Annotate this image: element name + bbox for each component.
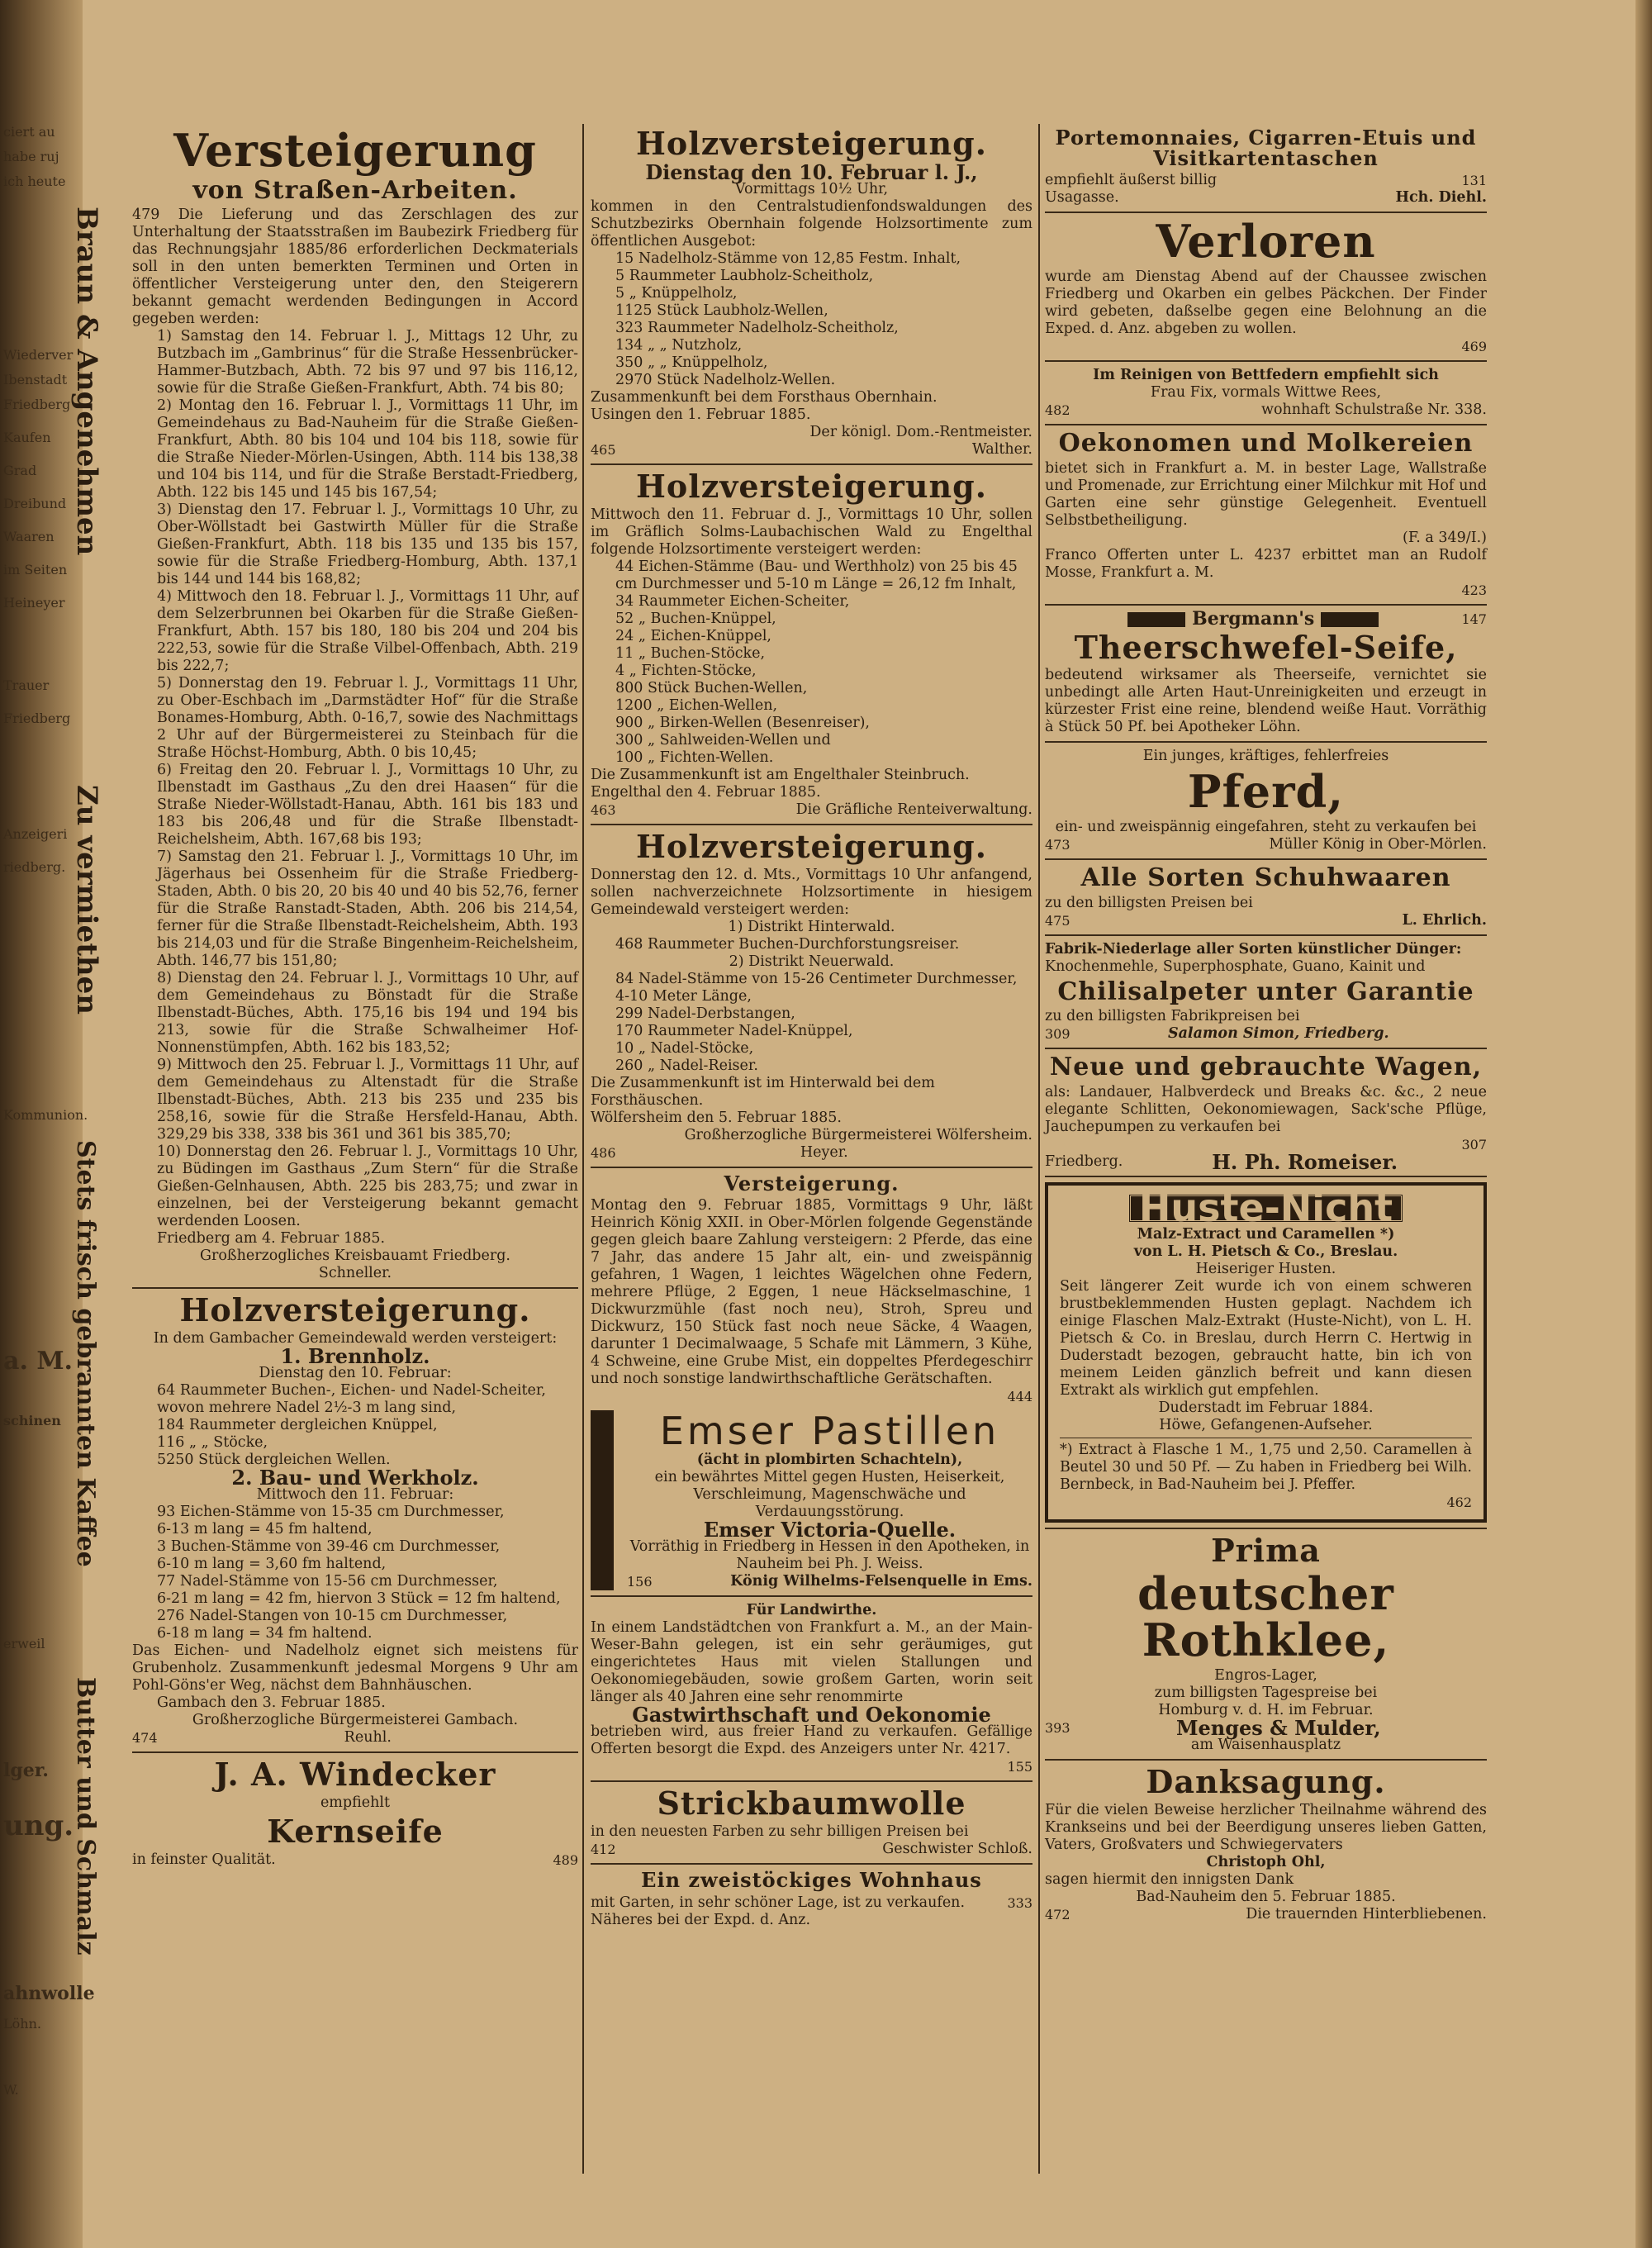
column-2: [591, 124, 1032, 2174]
list-item: 299 Nadel-Derbstangen,: [615, 1005, 795, 1022]
ad-number: 393: [1045, 1719, 1070, 1736]
divider: [1045, 934, 1487, 936]
ad-signer: Die trauernden Hinterbliebenen.: [1246, 1905, 1487, 1922]
ad-title: Versteigerung.: [724, 1171, 900, 1195]
divider: [132, 1751, 578, 1753]
list-item: 6-10 m lang = 3,60 fm haltend,: [157, 1556, 387, 1573]
ad-text: am Waisenhausplatz: [1190, 1736, 1341, 1753]
ad-subtitle: von Straßen-Arbeiten.: [192, 175, 518, 205]
list-item: 6-21 m lang = 42 fm, hiervon 3 Stück = 12 fm haltend,: [157, 1590, 561, 1608]
list-item: wovon mehrere Nadel 2½-3 m lang sind,: [157, 1400, 457, 1417]
list-item: 15 Nadelholz-Stämme von 12,85 Festm. Inhalt,: [615, 250, 961, 267]
ad-text: Montag den 9. Februar 1885, Vormittags 9 Uhr, läßt Heinrich König XXII. in Ober-Mörlen folgende Gegenstände gegen gleich baare Zahlung versteigern: 2 Pferde, das eine 7 Jahr, das andere 15 Jahr alt, ein- und zweispännig gefahren, 1 Wagen, 1 leichtes Wägelchen ohne Federn, mehrere Pflüge, 2 Eggen, 1 neue Häckselmaschine, 1 Dickwurzmühle (fast noch neu), Stroh, Spreu und Dickwurz, 150 Stück fast noch neue Säcke, 4 Waagen, darunter 1 Decimalwaage, 5 Schafe mit Lämmern, 3 Kühe, 4 Schweine, eine Grube Mist, ein doppeltes Pferdegeschirr und noch sonstige landwirthschaftliche Gerätschaften.: [591, 1196, 1032, 1387]
list-item: 323 Raummeter Nadelholz-Scheitholz,: [615, 319, 899, 336]
list-item: 170 Raummeter Nadel-Knüppel,: [615, 1022, 853, 1039]
strip-line: Waaren: [3, 529, 55, 544]
ad-date: Usingen den 1. Februar 1885.: [591, 406, 811, 423]
list-item: 100 „ Fichten-Wellen.: [615, 749, 774, 766]
section-heading: 1. Brennholz.: [280, 1344, 430, 1369]
ad-number: 462: [1446, 1494, 1472, 1510]
ad-text: zu den billigsten Fabrikpreisen bei: [1045, 1008, 1300, 1025]
ad-text: betrieben wird, aus freier Hand zu verkaufen. Gefällige Offerten besorgt die Expd. des Anzeigers unter Nr. 4217.: [591, 1723, 1032, 1758]
ad-signer: Heyer.: [800, 1143, 848, 1161]
page-edge: [1635, 0, 1652, 2248]
ad-text: bietet sich in Frankfurt a. M. in bester Lage, Wallstraße und Promenade, zur Errichtung einer Milchkur mit Hof und Garten eine sehr günstige Gelegenheit. Eventuell Selbstbetheiligung.: [1045, 459, 1487, 529]
list-item: 1200 „ Eichen-Wellen,: [615, 696, 778, 714]
ad-text: Homburg v. d. H. im Februar.: [1158, 1701, 1374, 1718]
list-item: 300 „ Sahlweiden-Wellen und: [615, 731, 831, 749]
ad-office: Die Gräfliche Renteiverwaltung.: [795, 801, 1032, 818]
strip-line: Wiederver: [3, 347, 74, 363]
ad-number: 486: [591, 1144, 616, 1161]
section-heading: 1) Distrikt Hinterwald.: [728, 918, 895, 935]
ad-text: in den neuesten Farben zu sehr billigen Preisen bei: [591, 1823, 969, 1841]
ad-text: Ein junges, kräftiges, fehlerfreies: [1142, 748, 1389, 765]
ad-text: empfiehlt äußerst billig: [1045, 172, 1218, 189]
ad-number: 307: [1461, 1136, 1487, 1153]
ad-number: 489: [553, 1851, 578, 1868]
list-item: 5) Donnerstag den 19. Februar l. J., Vormittags 11 Uhr, zu Ober-Eschbach im „Darmstädter Hof“ für die Straße Bonames-Homburg, Abth. 0-16,7, sowie des Nachmittags 2 Uhr auf der Bürgermeisterei zu Steinbach für die Straße Höchst-Homburg, Abth. 0 bis 10,45;: [157, 675, 578, 762]
strip-line: ahnwolle: [3, 1983, 95, 2004]
ad-number: 475: [1045, 912, 1070, 929]
strip-line: schinen: [3, 1413, 61, 1428]
ad-text: bedeutend wirksamer als Theerseife, vernichtet sie unbedingt alle Arten Haut-Unreinigkeiten und erzeugt in kürzester Frist eine reine, blendend weiße Haut. Vorräthig à Stück 50 Pf. bei Apotheker Löhn.: [1045, 667, 1487, 736]
strip-line: Heineyer: [3, 595, 65, 611]
ad-text: (F. a 349/I.): [1403, 529, 1487, 546]
ad-text: Die Zusammenkunft ist am Engelthaler Steinbruch.: [591, 766, 970, 783]
ad-number: 412: [591, 1842, 616, 1858]
ad-office: Großherzogliche Bürgermeisterei Gambach.: [192, 1712, 519, 1729]
divider: [1045, 858, 1487, 860]
list-item: 10 „ Nadel-Stöcke,: [615, 1039, 754, 1057]
list-item: 350 „ „ Knüppelholz,: [615, 354, 768, 371]
ad-text: in feinster Qualität.: [132, 1851, 276, 1868]
ad-title: Huste-Nicht: [1128, 1194, 1403, 1223]
ad-title: Pferd,: [1187, 765, 1345, 819]
brand-label: Bergmann's: [1192, 607, 1315, 630]
ad-title: Holzversteigerung.: [179, 1291, 531, 1329]
ad-subtitle: Engros-Lager,: [1214, 1666, 1317, 1684]
list-item: 260 „ Nadel-Reiser.: [615, 1057, 758, 1074]
ad-number: 482: [1045, 402, 1070, 419]
ad-text: Franco Offerten unter L. 4237 erbittet man an Rudolf Mosse, Frankfurt a. M.: [1045, 546, 1487, 581]
ad-office: Großherzogliches Kreisbauamt Friedberg.: [200, 1248, 510, 1265]
ad-title: deutscher Rothklee,: [1137, 1566, 1394, 1667]
ad-heading: Heiseriger Husten.: [1195, 1260, 1336, 1277]
divider: [1045, 211, 1487, 213]
list-item: 11 „ Buchen-Stöcke,: [615, 644, 766, 662]
ad-time: Vormittags 10½ Uhr,: [734, 180, 889, 197]
ad-date: Gambach den 3. Februar 1885.: [157, 1694, 386, 1712]
strip-line: ich heute: [3, 173, 66, 189]
ad-subtitle: Malz-Extract und Caramellen *): [1137, 1225, 1395, 1243]
column-rule: [582, 124, 584, 2174]
strip-line: Friedberg: [3, 397, 71, 412]
section-heading: 2) Distrikt Neuerwald.: [729, 953, 895, 970]
ad-subtitle: (ächt in plombirten Schachteln),: [696, 1452, 963, 1469]
ad-title: Holzversteigerung.: [636, 827, 987, 865]
divider: [132, 1287, 578, 1289]
strip-line: im Seiten: [3, 562, 68, 577]
ad-title: Chilisalpeter unter Garantie: [1057, 977, 1474, 1006]
ad-firm: König Wilhelms-Felsenquelle in Ems.: [730, 1573, 1032, 1590]
ad-text: mit Garten, in sehr schöner Lage, ist zu verkaufen. Näheres bei der Expd. d. Anz.: [591, 1894, 966, 1928]
ad-firm: Hch. Diehl.: [1395, 189, 1487, 207]
ad-text: Seit längerer Zeit wurde ich von einem schweren brustbeklemmenden Husten geplagt. Nachdem ich einige Flaschen Malz-Extrakt (Huste-Nicht), von L. H. Pietsch & Co. in Breslau, durch Herrn C. Hertwig in Duderstadt bezogen, gebraucht hatte, bin ich von meinem Leiden gänzlich befreit und kann diesen Extrakt als wirklich gut empfehlen.: [1060, 1277, 1472, 1399]
ad-number: 147: [1461, 611, 1487, 627]
ad-number: 156: [627, 1574, 653, 1590]
strip-line: Grad: [3, 463, 37, 478]
strip-line: erweil: [3, 1636, 45, 1652]
ad-number: 131: [1461, 173, 1487, 189]
list-item: 1) Samstag den 14. Februar l. J., Mittags 12 Uhr, zu Butzbach im „Gambrinus“ für die Straße Hessenbrücker-Hammer-Butzbach, Abth. 72 bis 97 und 97 bis 116,12, sowie für die Straße Gießen-Frankfurt, Abth. 74 bis 80;: [157, 328, 578, 397]
list-item: 468 Raummeter Buchen-Durchforstungsreiser.: [615, 935, 960, 953]
ad-date: Friedberg am 4. Februar 1885.: [157, 1230, 386, 1248]
emser-ad: [591, 1410, 1032, 1591]
ad-title: Prima: [1211, 1531, 1321, 1569]
list-item: 93 Eichen-Stämme von 15-35 cm Durchmesser,: [157, 1504, 505, 1521]
column-3: [1045, 124, 1487, 2174]
list-item: 5 Raummeter Laubholz-Scheitholz,: [615, 267, 874, 284]
divider: [1045, 741, 1487, 743]
ad-name: Christoph Ohl,: [1206, 1853, 1326, 1870]
ad-text: als: Landauer, Halbverdeck und Breaks &c. &c., 2 neue elegante Schlitten, Oekonomiewagen, Sack'sche Pflüge, Jauchepumpen zu verkaufen bei: [1045, 1083, 1487, 1135]
ad-title: Holzversteigerung.: [636, 467, 987, 505]
ad-heading: Gastwirthschaft und Oekonomie: [632, 1703, 991, 1728]
list-item: 6-13 m lang = 45 fm haltend,: [157, 1521, 373, 1538]
divider: [1045, 1048, 1487, 1049]
list-item: 8) Dienstag den 24. Februar l. J., Vormittags 10 Uhr, auf dem Gemeindehaus zu Bönstadt für die Straße Ilbenstadt-Büches, Abth. 175,16 bis 194 und 194 bis 213, sowie für die Straße Schwalheimer Hof-Nonnenstümpfen, Abth. 162 bis 183,52;: [157, 970, 578, 1057]
ad-text: Mittwoch den 11. Februar d. J., Vormittags 10 Uhr, sollen im Gräflich Solms-Laubachischen Wald zu Engelthal folgende Holzsortimente versteigert werden:: [591, 506, 1032, 558]
ad-text: Vorräthig in Friedberg in Hessen in den Apotheken, in Nauheim bei Ph. J. Weiss.: [629, 1538, 1030, 1573]
vertical-headline: Zu vermiethen: [70, 785, 103, 1015]
ad-title: Strickbaumwolle: [657, 1785, 966, 1823]
ad-text: kommen in den Centralstudienfondswaldungen des Schutzbezirks Obernhain folgende Holzsortimente zum öffentlichen Ausgebot:: [591, 197, 1032, 250]
list-item: 77 Nadel-Stämme von 15-56 cm Durchmesser,: [157, 1573, 498, 1590]
ad-title: Verloren: [1156, 215, 1376, 269]
ad-text: In dem Gambacher Gemeindewald werden versteigert:: [153, 1330, 558, 1347]
ad-text: In einem Landstädtchen von Frankfurt a. M., an der Main-Weser-Bahn gelegen, ist ein sehr geräumiges, gut eingerichtetes Haus mit vielen Stallungen und Oekonomiegebäuden, sowie großem Garten, worin seit länger als 40 Jahren eine sehr renommirte: [591, 1619, 1032, 1706]
list-item: 34 Raummeter Eichen-Scheiter,: [615, 592, 850, 610]
strip-line: Ibenstadt: [3, 372, 68, 387]
strip-line: Trauer: [3, 677, 50, 693]
divider: [1045, 424, 1487, 425]
divider: [1045, 1176, 1487, 1177]
ad-text: wurde am Dienstag Abend auf der Chaussee zwischen Friedberg und Okarben ein gelbes Päckchen. Der Finder wird gebeten, daßselbe gegen eine Belohnung an die Exped. d. Anz. abgeben zu wollen.: [1045, 269, 1487, 338]
ad-number: 423: [1461, 582, 1487, 598]
ad-number: 472: [1045, 1906, 1070, 1922]
ad-text: Zusammenkunft bei dem Forsthaus Obernhain.: [591, 388, 938, 406]
list-item: 800 Stück Buchen-Wellen,: [615, 679, 808, 696]
ad-heading: Emser Victoria-Quelle.: [703, 1518, 957, 1542]
ad-signer: Schneller.: [318, 1265, 392, 1282]
list-item: 3 Buchen-Stämme von 39-46 cm Durchmesser,: [157, 1538, 501, 1556]
ad-title: Für Landwirthe.: [746, 1602, 877, 1619]
huste-nicht-ad: [1045, 1182, 1487, 1523]
divider: [1045, 360, 1487, 362]
ad-date: Bad-Nauheim den 5. Februar 1885.: [1136, 1888, 1396, 1905]
list-item: 900 „ Birken-Wellen (Besenreiser),: [615, 714, 870, 731]
ad-text: 479 Die Lieferung und das Zerschlagen des zur Unterhaltung der Staatsstraßen im Baubezirk Friedberg für das Rechnungsjahr 1885/86 erforderlichen Deckmaterials soll in den unten bemerkten Terminen und Orten in öffentlicher Versteigerung unter den, den Steigerern bekannt gemacht werdenden Bedingungen in Accord gegeben werden:: [132, 207, 578, 328]
ad-text: ein- und zweispännig eingefahren, steht zu verkaufen bei: [1055, 819, 1477, 836]
ad-text: Das Eichen- und Nadelholz eignet sich meistens für Grubenholz. Zusammenkunft jedesmal Morgens 9 Uhr am Pohl-Göns'er Weg, nächst dem Bahnhäuschen.: [132, 1642, 578, 1694]
column-rule: [1038, 124, 1040, 2174]
ad-text: Die Zusammenkunft ist im Hinterwald bei dem Forsthäuschen.: [591, 1074, 935, 1109]
ad-signer: Höwe, Gefangenen-Aufseher.: [1159, 1416, 1373, 1433]
list-item: 7) Samstag den 21. Februar l. J., Vormittags 10 Uhr, im Jägerhaus bei Ossenheim für die Straße Friedberg-Staden, Abth. 0 bis 20, 20 bis 40 und 40 bis 52,76, ferner für die Straße Ranstadt-Staden, Abth. 206 bis 214,54, ferner für die Straße Ilbenstadt-Reichelsheim, Abth. 193 bis 214,03 und für die Straße Bingenheim-Reichelsheim, Abth. 146,77 bis 151,80;: [157, 848, 579, 970]
ad-title: Kernseife: [267, 1812, 444, 1850]
ad-title: Theerschwefel-Seife,: [1074, 628, 1458, 666]
list-item: 184 Raummeter dergleichen Knüppel,: [157, 1417, 438, 1434]
strip-line: Dreibund: [3, 496, 67, 511]
list-item: 4 „ Fichten-Stöcke,: [615, 662, 757, 679]
left-vertical-headlines: [50, 190, 103, 2008]
strip-line: Kaufen: [3, 430, 51, 445]
vertical-headline: Butter und Schmalz: [71, 1677, 100, 1956]
column-1: [132, 124, 578, 2174]
list-item: 134 „ „ Nutzholz,: [615, 336, 743, 354]
ad-text: Für die vielen Beweise herzlicher Theilnahme während des Krankseins und bei der Beerdigung unseres lieben Gatten, Vaters, Großvaters und Schwiegervaters: [1045, 1801, 1487, 1853]
ad-title: Versteigerung: [173, 124, 537, 177]
ad-number: 155: [1007, 1759, 1032, 1775]
divider: [1045, 604, 1487, 606]
ad-date: Wölfersheim den 5. Februar 1885.: [591, 1109, 842, 1126]
list-item: 24 „ Eichen-Knüppel,: [615, 627, 771, 644]
divider: [591, 1863, 1032, 1865]
strip-line: Friedberg: [3, 711, 71, 726]
ad-signer: Reuhl.: [344, 1729, 392, 1747]
divider: [1045, 1759, 1487, 1761]
ad-number: 474: [132, 1730, 158, 1747]
strip-line: lger.: [3, 1760, 49, 1781]
ad-text: empfiehlt: [320, 1794, 391, 1811]
ad-firm: H. Ph. Romeiser.: [1212, 1149, 1398, 1174]
ad-text: Donnerstag den 12. d. Mts., Vormittags 10 Uhr anfangend, sollen nachverzeichnete Holzsortimente in hiesigem Gemeindewald versteigert werden:: [591, 866, 1032, 918]
ad-title: Emser Pastillen: [659, 1408, 1000, 1453]
list-item: 6) Freitag den 20. Februar l. J., Vormittags 10 Uhr, zu Ilbenstadt im Gasthaus „Zu den drei Haasen“ für die Straße Nieder-Wöllstadt-Hanau, Abth. 161 bis 183 und 183 bis 206,48 und für die Straße Ilbenstadt-Reichelsheim, Abth. 167,68 bis 193;: [157, 762, 578, 848]
ad-text: Friedberg.: [1045, 1153, 1123, 1170]
list-item: 2) Montag den 16. Februar l. J., Vormittags 11 Uhr, im Gemeindehaus zu Bad-Nauheim für die Straße Gießen-Frankfurt, Abth. 80 bis 104 und 104 bis 118, sowie für die Straße Nieder-Mörlen-Usingen, Abth. 114 bis 138,38 und 104 bis 114, und für die Straße Berstadt-Friedberg, Abth. 122 bis 145 und 145 bis 167,54;: [157, 397, 578, 501]
ad-title: J. A. Windecker: [214, 1756, 496, 1794]
list-item: 84 Nadel-Stämme von 15-26 Centimeter Durchmesser, 4-10 Meter Länge,: [615, 970, 1018, 1005]
vertical-headline: Braun & Angenehmen: [70, 207, 103, 556]
ad-office: Der königl. Dom.-Rentmeister.: [809, 423, 1032, 440]
strip-line: a. M.: [3, 1347, 73, 1376]
divider: [591, 463, 1032, 465]
strip-line: riedberg.: [3, 859, 66, 875]
ad-title: Holzversteigerung.: [636, 125, 987, 162]
list-item: 2970 Stück Nadelholz-Wellen.: [615, 371, 836, 388]
ad-firm: von L. H. Pietsch & Co., Breslau.: [1133, 1243, 1398, 1260]
ad-firm: Müller König in Ober-Mörlen.: [1269, 836, 1487, 853]
ad-title: Fabrik-Niederlage aller Sorten künstlicher Dünger:: [1045, 940, 1462, 958]
divider: [591, 824, 1032, 825]
section-date: Mittwoch den 11. Februar:: [256, 1486, 454, 1504]
list-item: 6-18 m lang = 34 fm haltend.: [157, 1625, 373, 1642]
ad-firm: Menges & Mulder,: [1175, 1715, 1381, 1740]
ad-date: Dienstag den 10. Februar l. J.,: [645, 159, 978, 184]
ad-firm: Salamon Simon, Friedberg.: [1167, 1025, 1389, 1043]
list-item: 10) Donnerstag den 26. Februar l. J., Vormittags 10 Uhr, zu Büdingen im Gasthaus „Zum Stern“ für die Straße Gießen-Gelnhausen, Abth. 225 bis 283,75; und zwar in einzelnen, bei der Versteigerung bekannt gemacht werdenden Loosen.: [157, 1143, 578, 1230]
ad-office: Großherzogliche Bürgermeisterei Wölfersheim.: [684, 1126, 1032, 1143]
list-item: 1125 Stück Laubholz-Wellen,: [615, 302, 828, 319]
list-item: 5 „ Knüppelholz,: [615, 284, 738, 302]
list-item: 116 „ „ Stöcke,: [157, 1434, 268, 1452]
ad-text: zu den billigsten Preisen bei: [1045, 894, 1253, 911]
list-item: 3) Dienstag den 17. Februar l. J., Vormittags 10 Uhr, zu Ober-Wöllstadt bei Gastwirth Müller für die Straße Gießen-Frankfurt, Abth. 118 bis 135 und 135 bis 157, sowie für die Straße Friedberg-Homburg, Abth. 137,1 bis 144 und 144 bis 168,82;: [157, 501, 578, 588]
ad-text: sagen hiermit den innigsten Dank: [1045, 1870, 1294, 1888]
ad-title: Danksagung.: [1146, 1762, 1386, 1800]
ad-text: Usagasse.: [1045, 189, 1119, 207]
strip-line: habe ruj: [3, 149, 59, 164]
list-item: 5250 Stück dergleichen Wellen.: [157, 1452, 391, 1469]
list-item: 52 „ Buchen-Knüppel,: [615, 610, 776, 627]
ad-firm: Geschwister Schloß.: [882, 1841, 1032, 1858]
strip-line: W.: [3, 2082, 19, 2098]
strip-line: ciert au: [3, 124, 55, 140]
strip-line: ung.: [3, 1809, 74, 1842]
list-item: 9) Mittwoch den 25. Februar l. J., Vormittags 11 Uhr, auf dem Gemeindehaus zu Altenstadt für die Straße Ilbenstadt-Büches, Abth. 213 bis 235 und 235 bis 258,16, sowie für die Straße Hersfeld-Hanau, Abth. 329,29 bis 338, 338 bis 361 und 361 bis 385,70;: [157, 1057, 578, 1143]
ad-number: 465: [591, 441, 616, 458]
divider: [591, 1595, 1032, 1597]
vertical-headline: Stets frisch gebrannten Kaffee: [71, 1140, 100, 1567]
ad-firm: L. Ehrlich.: [1402, 911, 1487, 929]
ad-number: 463: [591, 801, 616, 818]
ad-date: Duderstadt im Februar 1884.: [1158, 1399, 1374, 1416]
ad-text: Frau Fix, vormals Wittwe Rees,: [1150, 384, 1382, 402]
list-item: 44 Eichen-Stämme (Bau- und Werthholz) von 25 bis 45 cm Durchmesser und 5-10 m Länge = 26,12 fm Inhalt,: [615, 558, 1018, 592]
section-date: Dienstag den 10. Februar:: [259, 1365, 452, 1382]
strip-line: Löhn.: [3, 2016, 41, 2032]
ad-title: Alle Sorten Schuhwaaren: [1080, 863, 1451, 893]
list-item: 276 Nadel-Stangen von 10-15 cm Durchmesser,: [157, 1608, 508, 1625]
section-heading: 2. Bau- und Werkholz.: [231, 1466, 479, 1490]
ad-text: ein bewährtes Mittel gegen Husten, Heiserkeit, Verschleimung, Magenschwäche und Verdauungsstörung.: [654, 1469, 1005, 1521]
ad-signer: Walther.: [971, 440, 1032, 458]
ad-title: Im Reinigen von Bettfedern empfiehlt sich: [1093, 367, 1439, 384]
divider: [591, 1780, 1032, 1782]
list-item: 4) Mittwoch den 18. Februar l. J., Vormittags 11 Uhr, auf dem Selzerbrunnen bei Okarben für die Straße Gießen-Frankfurt, Abth. 157 bis 180, 180 bis 204 und 204 bis 222,53, sowie für die Straße Vilbel-Offenbach, Abth. 219 bis 222,7;: [157, 588, 578, 675]
ad-text: *) Extract à Flasche 1 M., 1,75 und 2,50. Caramellen à Beutel 30 und 50 Pf. — Zu haben in Friedberg bei Wilh. Bernbeck, in Bad-Nauheim bei J. Pfeffer.: [1060, 1441, 1472, 1493]
ad-number: 473: [1045, 837, 1070, 853]
ad-number: 444: [1007, 1388, 1032, 1404]
ad-text: Knochenmehle, Superphosphate, Guano, Kainit und: [1045, 958, 1426, 975]
strip-line: Anzeigeri: [3, 826, 68, 842]
ad-title: Ein zweistöckiges Wohnhaus: [641, 1868, 982, 1893]
list-item: 64 Raummeter Buchen-, Eichen- und Nadel-Scheiter,: [157, 1382, 546, 1400]
ad-title: Neue und gebrauchte Wagen,: [1049, 1053, 1483, 1082]
ad-text: wohnhaft Schulstraße Nr. 338.: [1260, 402, 1487, 419]
ad-number: 469: [1461, 339, 1487, 355]
ad-text: zum billigsten Tagespreise bei: [1154, 1684, 1378, 1701]
ad-number: 333: [1007, 1894, 1032, 1911]
ad-date: Engelthal den 4. Februar 1885.: [591, 783, 821, 801]
divider: [591, 1167, 1032, 1168]
ad-title: Portemonnaies, Cigarren-Etuis und Visitkartentaschen: [1055, 126, 1477, 171]
ad-title: Oekonomen und Molkereien: [1058, 429, 1474, 459]
ad-number: 309: [1045, 1026, 1070, 1043]
strip-line: Kommunion.: [3, 1107, 88, 1123]
divider: [1045, 1528, 1487, 1529]
